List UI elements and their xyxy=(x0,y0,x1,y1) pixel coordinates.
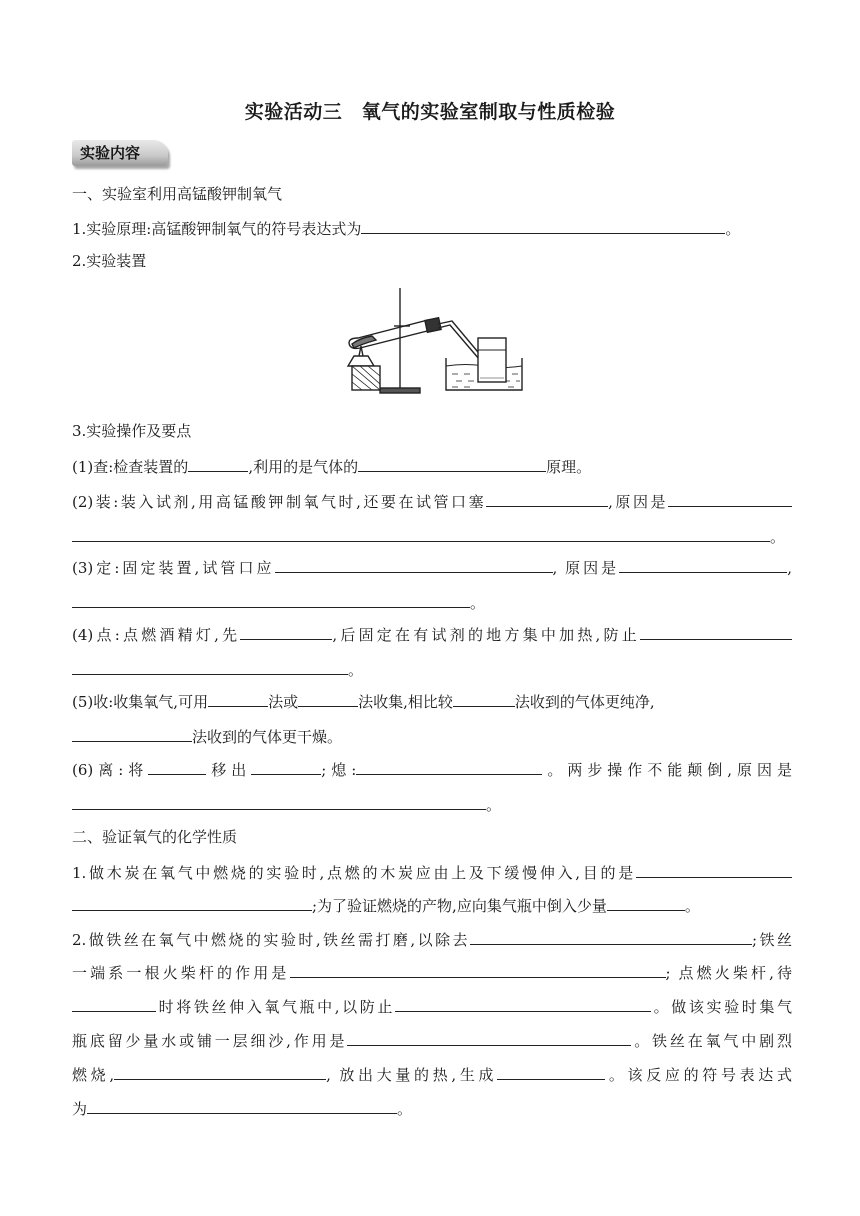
step5-text-d: 法收到的气体更纯净, xyxy=(514,693,655,711)
p2q2-text-e: 时将铁丝伸入氧气瓶中,以防止 xyxy=(156,998,396,1016)
p2q1-text-b: ;为了验证燃烧的产物,应向集气瓶中倒入少量 xyxy=(312,897,607,915)
step4-text-a: (4)点:点燃酒精灯,先 xyxy=(72,626,241,644)
step3-text-c: , xyxy=(787,559,792,577)
blank-p2q2-4[interactable] xyxy=(395,994,651,1012)
p2q1-line2 xyxy=(72,893,792,917)
step4-end: 。 xyxy=(348,661,364,679)
blank-step3-2[interactable] xyxy=(619,555,787,573)
blank-p2q1-2[interactable] xyxy=(72,893,312,911)
step6-text-b: 移出 xyxy=(206,761,252,779)
blank-p2q2-6[interactable] xyxy=(114,1062,326,1080)
step1-text-b: ,利用的是气体的 xyxy=(248,458,359,476)
blank-step5-4[interactable] xyxy=(72,724,192,742)
p2q1-text-a: 1.做木炭在氧气中燃烧的实验时,点燃的木炭应由上及下缓慢伸入,目的是 xyxy=(72,864,636,882)
step2-text-a: (2)装:装入试剂,用高锰酸钾制氧气时,还要在试管口塞 xyxy=(72,493,487,511)
step3-line2 xyxy=(72,590,792,614)
apparatus-diagram xyxy=(340,280,530,398)
p2q2-text-b: ;铁丝 xyxy=(752,931,792,949)
blank-step6-2[interactable] xyxy=(251,757,321,775)
p2q2-end: 。 xyxy=(397,1100,413,1118)
blank-step5-1[interactable] xyxy=(208,689,268,707)
p2q2-line2 xyxy=(72,960,792,984)
step6-end: 。 xyxy=(486,796,502,814)
step6-text-c: ;熄: xyxy=(321,761,357,779)
p2q2-iron xyxy=(72,927,792,951)
blank-p2q1-3[interactable] xyxy=(607,893,685,911)
step2-text-b: ,原因是 xyxy=(608,493,668,511)
step1-check xyxy=(72,454,792,478)
blank-step2-2[interactable] xyxy=(668,489,792,507)
blank-p2q2-1[interactable] xyxy=(470,927,752,945)
step6-text-d: 。两步操作不能颠倒,原因是 xyxy=(542,761,792,779)
p2q2-text-i: 燃烧, xyxy=(72,1066,115,1084)
p2q2-text-k: 。该反应的符号表达式 xyxy=(605,1066,792,1084)
page-title: 实验活动三 氧气的实验室制取与性质检验 xyxy=(244,101,616,123)
step1-text-c: 原理。 xyxy=(546,458,592,476)
blank-step2-1[interactable] xyxy=(486,489,608,507)
step2-load xyxy=(72,489,792,513)
p2q2-line6 xyxy=(72,1096,792,1120)
q1-text: 1.实验原理:高锰酸钾制氧气的符号表达式为 xyxy=(72,220,362,238)
blank-step6-4[interactable] xyxy=(72,792,486,810)
step5-text-e: 法收到的气体更干燥。 xyxy=(192,728,343,746)
p2q2-text-c: 一端系一根火柴杆的作用是 xyxy=(72,964,290,982)
blank-p2q2-8[interactable] xyxy=(87,1096,397,1114)
blank-step2-3[interactable] xyxy=(72,524,770,542)
p2q1-end: 。 xyxy=(684,897,700,915)
q1-principle xyxy=(72,216,792,240)
q1-end: 。 xyxy=(725,220,741,238)
blank-step6-3[interactable] xyxy=(356,757,542,775)
blank-p2q2-3[interactable] xyxy=(72,994,156,1012)
step3-text-a: (3)定:固定装置,试管口应 xyxy=(72,559,275,577)
step2-end: 。 xyxy=(770,528,786,546)
step4-text-b: ,后固定在有试剂的地方集中加热,防止 xyxy=(332,626,640,644)
step3-fix xyxy=(72,555,792,579)
step4-light xyxy=(72,622,792,646)
p2q2-text-l: 为 xyxy=(72,1100,88,1118)
blank-step6-1[interactable] xyxy=(148,757,206,775)
step4-line2 xyxy=(72,657,792,681)
blank-step5-2[interactable] xyxy=(298,689,358,707)
step6-text-a: (6)离:将 xyxy=(72,761,149,779)
p2q2-text-h: 。铁丝在氧气中剧烈 xyxy=(631,1032,792,1050)
step3-end: 。 xyxy=(470,594,486,612)
step5-text-b: 法或 xyxy=(268,693,299,711)
blank-p2q2-5[interactable] xyxy=(347,1028,631,1046)
step5-text-c: 法收集,相比较 xyxy=(358,693,453,711)
blank-step1-2[interactable] xyxy=(358,454,546,472)
blank-step3-3[interactable] xyxy=(72,590,470,608)
blank-step4-2[interactable] xyxy=(640,622,792,640)
part1-heading: 一、实验室利用高锰酸钾制氧气 xyxy=(72,185,283,203)
section-badge: 实验内容 xyxy=(72,140,168,166)
blank-step1-1[interactable] xyxy=(188,454,248,472)
blank-p2q1-1[interactable] xyxy=(636,860,792,878)
q2-apparatus-label: 2.实验装置 xyxy=(72,252,147,270)
step5-line2 xyxy=(72,724,792,748)
blank-q1[interactable] xyxy=(361,216,725,234)
p2q1-charcoal xyxy=(72,860,792,884)
p2q2-text-g: 瓶底留少量水或铺一层细沙,作用是 xyxy=(72,1032,348,1050)
blank-p2q2-7[interactable] xyxy=(497,1062,605,1080)
step3-text-b: , 原因是 xyxy=(552,559,620,577)
blank-step4-3[interactable] xyxy=(72,657,348,675)
blank-step5-3[interactable] xyxy=(453,689,515,707)
p2q2-text-j: , 放出大量的热,生成 xyxy=(326,1066,498,1084)
step1-text-a: (1)查:检查装置的 xyxy=(72,458,189,476)
blank-p2q2-2[interactable] xyxy=(290,960,666,978)
p2q2-line4 xyxy=(72,1028,792,1052)
step2-line2 xyxy=(72,524,792,548)
p2q2-text-d: ; 点燃火柴杆,待 xyxy=(665,964,792,982)
step6-remove xyxy=(72,757,792,781)
step6-line2 xyxy=(72,792,792,816)
blank-step3-1[interactable] xyxy=(275,555,553,573)
q3-operations: 3.实验操作及要点 xyxy=(72,422,192,440)
p2q2-line3 xyxy=(72,994,792,1018)
p2q2-text-f: 。做该实验时集气 xyxy=(651,998,792,1016)
step5-collect xyxy=(72,689,792,713)
blank-step4-1[interactable] xyxy=(240,622,332,640)
p2q2-line5 xyxy=(72,1062,792,1086)
part2-heading: 二、验证氧气的化学性质 xyxy=(72,828,238,846)
step5-text-a: (5)收:收集氧气,可用 xyxy=(72,693,209,711)
p2q2-text-a: 2.做铁丝在氧气中燃烧的实验时,铁丝需打磨,以除去 xyxy=(72,931,470,949)
